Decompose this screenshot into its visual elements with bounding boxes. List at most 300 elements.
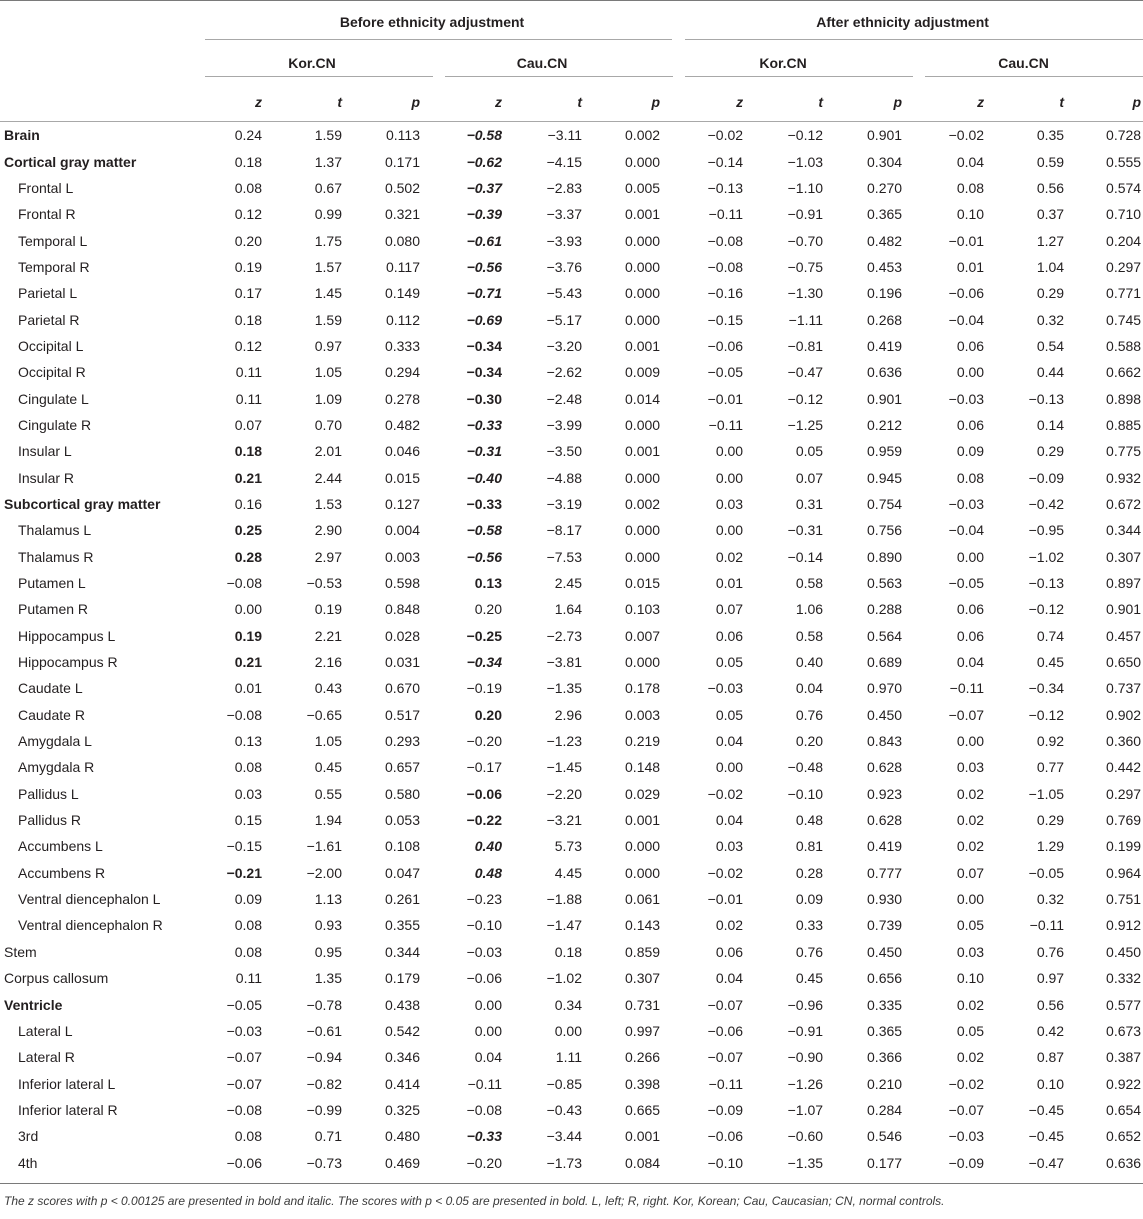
table-cell: 1.06 <box>795 601 824 618</box>
table-cell: −0.40 <box>466 469 502 486</box>
table-cell: 0.25 <box>234 522 262 539</box>
table-cell: −0.56 <box>466 258 502 275</box>
table-cell: −0.11 <box>1029 917 1065 934</box>
table-cell: 2.16 <box>314 654 342 671</box>
row-label: Temporal L <box>18 232 88 249</box>
table-cell: 1.59 <box>314 127 342 144</box>
table-cell: 0.997 <box>625 1022 661 1039</box>
table-cell: 0.45 <box>795 970 824 987</box>
table-cell: 0.442 <box>1106 759 1142 776</box>
table-cell: 0.580 <box>384 785 420 802</box>
table-cell: 0.05 <box>956 1022 985 1039</box>
table-cell: −0.23 <box>466 891 502 908</box>
row-label: Occipital L <box>18 337 84 354</box>
row-label: Amygdala L <box>18 733 92 750</box>
table-cell: −0.65 <box>306 706 342 723</box>
table-cell: 0.084 <box>625 1154 661 1171</box>
table-cell: −0.05 <box>948 575 985 592</box>
table-cell: 0.04 <box>956 654 985 671</box>
table-cell: 0.20 <box>474 706 502 723</box>
table-cell: 0.67 <box>314 179 342 196</box>
table-cell: 0.71 <box>314 1128 342 1145</box>
table-cell: 0.44 <box>1036 364 1065 381</box>
table-cell: 0.001 <box>625 1128 661 1145</box>
table-cell: 0.13 <box>234 733 262 750</box>
table-cell: 0.563 <box>867 575 903 592</box>
table-cell: −0.30 <box>466 390 502 407</box>
row-label: Temporal R <box>18 258 90 275</box>
table-row <box>0 280 1143 306</box>
row-label: Hippocampus L <box>18 627 116 644</box>
table-cell: 0.20 <box>474 601 502 618</box>
table-cell: −0.02 <box>948 127 985 144</box>
table-cell: 0.00 <box>715 469 744 486</box>
table-cell: 0.05 <box>795 443 824 460</box>
table-cell: 0.288 <box>867 601 903 618</box>
table-cell: −0.95 <box>1028 522 1065 539</box>
table-cell: −1.10 <box>787 179 824 196</box>
table-cell: 0.469 <box>384 1154 420 1171</box>
table-row <box>0 860 1143 886</box>
table-cell: 0.178 <box>625 680 661 697</box>
table-cell: 0.029 <box>625 785 661 802</box>
table-cell: 0.18 <box>234 153 262 170</box>
table-cell: 0.270 <box>867 179 903 196</box>
table-cell: 0.76 <box>1036 943 1065 960</box>
table-cell: 0.901 <box>867 127 903 144</box>
table-row <box>0 623 1143 649</box>
table-cell: 0.06 <box>956 627 985 644</box>
row-label: Inferior lateral R <box>18 1101 118 1118</box>
table-cell: 0.000 <box>625 548 661 565</box>
table-cell: 0.58 <box>795 627 824 644</box>
table-cell: 0.32 <box>1036 311 1065 328</box>
table-row <box>0 1149 1143 1175</box>
table-cell: 0.628 <box>867 759 903 776</box>
table-cell: −0.42 <box>1028 495 1065 512</box>
table-cell: 0.42 <box>1036 1022 1065 1039</box>
table-row <box>0 359 1143 385</box>
stat-header-z: z <box>255 94 262 110</box>
table-cell: −0.06 <box>948 285 985 302</box>
table-cell: 0.542 <box>384 1022 420 1039</box>
table-cell: 0.06 <box>715 627 744 644</box>
table-row <box>0 833 1143 859</box>
table-cell: 0.127 <box>384 495 420 512</box>
table-cell: 0.06 <box>956 416 985 433</box>
table-cell: −0.91 <box>787 206 824 223</box>
table-cell: 0.859 <box>625 943 661 960</box>
table-cell: 1.27 <box>1036 232 1065 249</box>
table-cell: −1.45 <box>546 759 582 776</box>
table-cell: −1.23 <box>546 733 582 750</box>
subgroup-header: Cau.CN <box>516 55 568 71</box>
table-cell: −0.12 <box>787 390 824 407</box>
table-cell: −0.78 <box>306 996 342 1013</box>
table-cell: 0.360 <box>1106 733 1142 750</box>
table-cell: −0.62 <box>466 153 502 170</box>
table-cell: −0.04 <box>948 311 985 328</box>
table-cell: 0.333 <box>384 337 420 354</box>
table-cell: 0.48 <box>795 812 824 829</box>
table-cell: −0.03 <box>707 680 744 697</box>
table-cell: −0.06 <box>226 1154 262 1171</box>
table-cell: 0.70 <box>314 416 342 433</box>
table-cell: −0.09 <box>1028 469 1065 486</box>
table-cell: 0.031 <box>384 654 420 671</box>
row-label: Caudate R <box>18 706 85 723</box>
table-cell: 0.76 <box>795 706 824 723</box>
table-cell: 0.970 <box>867 680 903 697</box>
row-label: Pallidus R <box>18 812 82 829</box>
table-cell: 0.01 <box>234 680 262 697</box>
table-row <box>0 227 1143 253</box>
table-cell: 0.728 <box>1106 127 1142 144</box>
row-label: Inferior lateral L <box>18 1075 116 1092</box>
table-cell: −0.33 <box>466 1128 502 1145</box>
table-cell: 0.87 <box>1036 1049 1065 1066</box>
table-cell: 0.001 <box>625 337 661 354</box>
table-cell: 0.015 <box>384 469 420 486</box>
stat-header-z: z <box>736 94 744 110</box>
table-cell: 0.000 <box>625 654 661 671</box>
table-cell: −2.62 <box>546 364 582 381</box>
table-cell: 0.901 <box>867 390 903 407</box>
table-cell: 0.108 <box>384 838 420 855</box>
table-cell: 0.92 <box>1036 733 1065 750</box>
table-row <box>0 254 1143 280</box>
row-label: Putamen L <box>18 575 86 592</box>
table-cell: 0.199 <box>1106 838 1142 855</box>
table-cell: 0.07 <box>715 601 744 618</box>
table-cell: 0.756 <box>867 522 903 539</box>
table-cell: 0.307 <box>1106 548 1142 565</box>
table-cell: 0.482 <box>384 416 420 433</box>
row-label: Lateral R <box>18 1049 75 1066</box>
subgroup-header: Kor.CN <box>759 55 807 71</box>
table-cell: 0.438 <box>384 996 420 1013</box>
table-cell: −4.15 <box>546 153 582 170</box>
table-cell: −0.05 <box>707 364 744 381</box>
table-cell: −0.99 <box>306 1101 342 1118</box>
table-cell: 0.09 <box>956 443 985 460</box>
table-cell: 1.05 <box>314 733 342 750</box>
table-row <box>0 728 1143 754</box>
table-cell: 0.06 <box>956 601 985 618</box>
table-cell: 0.01 <box>956 258 985 275</box>
table-row <box>0 122 1143 148</box>
table-cell: 0.18 <box>554 943 582 960</box>
table-cell: 0.16 <box>234 495 262 512</box>
table-cell: 0.843 <box>867 733 903 750</box>
table-cell: 1.45 <box>314 285 342 302</box>
table-cell: −3.20 <box>546 337 582 354</box>
table-cell: 0.02 <box>715 548 744 565</box>
table-footnote: The z scores with p < 0.00125 are presented in bold and italic. The scores with p < 0.05 are presented in bold. L, left; R, right. Kor, Korean; Cau, Caucasian; CN, normal controls. <box>4 1194 945 1208</box>
table-cell: 0.898 <box>1106 390 1142 407</box>
table-cell: 0.325 <box>384 1101 420 1118</box>
table-cell: 0.11 <box>235 970 262 987</box>
table-cell: −0.02 <box>948 1075 985 1092</box>
table-cell: 0.29 <box>1036 812 1065 829</box>
table-cell: 0.662 <box>1106 364 1142 381</box>
table-cell: 4.45 <box>554 864 582 881</box>
table-cell: 0.95 <box>314 943 342 960</box>
table-row <box>0 517 1143 543</box>
table-cell: 0.07 <box>795 469 824 486</box>
table-cell: 0.02 <box>956 1049 985 1066</box>
table-cell: 0.81 <box>795 838 824 855</box>
table-cell: 0.046 <box>384 443 420 460</box>
table-cell: −0.22 <box>466 812 502 829</box>
table-cell: −0.61 <box>466 232 502 249</box>
table-cell: 0.18 <box>234 443 262 460</box>
table-cell: 0.266 <box>625 1049 661 1066</box>
row-label: Accumbens R <box>18 864 106 881</box>
table-cell: 0.673 <box>1106 1022 1142 1039</box>
stat-header-z: z <box>977 94 985 110</box>
table-cell: −0.04 <box>948 522 985 539</box>
table-cell: 0.923 <box>867 785 903 802</box>
table-cell: −2.20 <box>546 785 582 802</box>
table-cell: −0.43 <box>546 1101 582 1118</box>
table-cell: −0.06 <box>466 970 502 987</box>
table-cell: 0.02 <box>715 917 744 934</box>
table-cell: 0.149 <box>384 285 420 302</box>
table-cell: 0.17 <box>234 285 262 302</box>
table-cell: 0.365 <box>867 206 903 223</box>
table-row <box>0 438 1143 464</box>
table-cell: −0.11 <box>467 1075 502 1092</box>
table-cell: 0.28 <box>234 548 262 565</box>
table-cell: 0.97 <box>1036 970 1065 987</box>
table-cell: −3.50 <box>546 443 582 460</box>
table-cell: −0.07 <box>948 706 985 723</box>
table-cell: −0.06 <box>707 337 744 354</box>
table-cell: −0.02 <box>707 785 744 802</box>
table-cell: 0.897 <box>1106 575 1142 592</box>
table-row <box>0 754 1143 780</box>
row-label: Caudate L <box>18 680 83 697</box>
table-cell: 0.196 <box>867 285 903 302</box>
table-cell: 0.450 <box>1106 943 1142 960</box>
table-cell: 0.97 <box>314 337 342 354</box>
table-cell: −0.03 <box>466 943 502 960</box>
table-cell: −0.34 <box>1028 680 1065 697</box>
table-cell: 0.04 <box>795 680 824 697</box>
table-cell: 0.09 <box>234 891 262 908</box>
table-cell: 0.177 <box>867 1154 903 1171</box>
stat-header-row <box>0 82 1143 122</box>
table-cell: 0.00 <box>474 1022 502 1039</box>
table-cell: 0.366 <box>867 1049 903 1066</box>
table-cell: 0.000 <box>625 864 661 881</box>
group-rule-after <box>685 39 1143 40</box>
table-cell: 0.15 <box>234 812 262 829</box>
table-cell: 0.003 <box>384 548 420 565</box>
table-cell: −0.31 <box>466 443 502 460</box>
table-cell: −0.17 <box>466 759 502 776</box>
table-cell: 0.00 <box>956 548 985 565</box>
table-cell: 0.771 <box>1106 285 1142 302</box>
table-cell: −2.73 <box>546 627 582 644</box>
table-row <box>0 385 1143 411</box>
table-cell: −0.11 <box>708 416 744 433</box>
table-cell: 2.21 <box>314 627 342 644</box>
table-cell: 0.07 <box>234 416 262 433</box>
table-cell: −5.17 <box>546 311 582 328</box>
table-cell: 0.20 <box>234 232 262 249</box>
table-cell: 0.028 <box>384 627 420 644</box>
table-cell: −0.09 <box>948 1154 985 1171</box>
table-cell: −0.13 <box>1028 390 1065 407</box>
row-label: Ventral diencephalon R <box>18 917 163 934</box>
table-cell: −0.96 <box>787 996 824 1013</box>
table-cell: −0.06 <box>466 785 502 802</box>
table-cell: 0.112 <box>386 311 420 328</box>
table-cell: −8.17 <box>546 522 582 539</box>
table-cell: −0.13 <box>1028 575 1065 592</box>
table-cell: −1.02 <box>1028 548 1065 565</box>
table-cell: 0.56 <box>1036 179 1065 196</box>
table-row <box>0 1018 1143 1044</box>
table-cell: 1.37 <box>314 153 342 170</box>
row-label: Parietal R <box>18 311 80 328</box>
table-cell: 2.01 <box>314 443 342 460</box>
table-cell: 0.346 <box>384 1049 420 1066</box>
table-cell: −3.19 <box>546 495 582 512</box>
table-cell: −0.47 <box>787 364 824 381</box>
table-cell: 0.10 <box>1036 1075 1065 1092</box>
table-cell: 0.204 <box>1106 232 1142 249</box>
table-cell: −0.13 <box>707 179 744 196</box>
table-row <box>0 965 1143 991</box>
table-cell: 0.33 <box>795 917 824 934</box>
table-cell: −1.88 <box>546 891 582 908</box>
table-cell: 0.751 <box>1106 891 1142 908</box>
table-cell: 0.219 <box>625 733 661 750</box>
table-cell: 0.00 <box>474 996 502 1013</box>
table-cell: −0.09 <box>707 1101 744 1118</box>
row-label: Pallidus L <box>18 785 79 802</box>
table-cell: −1.11 <box>788 311 824 328</box>
table-row <box>0 201 1143 227</box>
row-label: Ventral diencephalon L <box>18 891 161 908</box>
table-cell: −5.43 <box>546 285 582 302</box>
table-cell: −0.11 <box>949 680 985 697</box>
table-cell: 0.58 <box>795 575 824 592</box>
table-cell: 0.08 <box>234 1128 262 1145</box>
table-cell: 0.628 <box>867 812 903 829</box>
table-cell: 0.03 <box>234 785 262 802</box>
table-cell: −0.11 <box>708 1075 744 1092</box>
table-cell: 0.261 <box>384 891 420 908</box>
table-cell: 0.912 <box>1106 917 1142 934</box>
table-cell: 0.55 <box>314 785 342 802</box>
table-cell: 0.450 <box>867 943 903 960</box>
group-header-before: Before ethnicity adjustment <box>339 14 525 30</box>
table-cell: 1.53 <box>314 495 342 512</box>
table-cell: −0.71 <box>466 285 502 302</box>
table-cell: 0.365 <box>867 1022 903 1039</box>
table-cell: 0.10 <box>956 970 985 987</box>
table-cell: −0.60 <box>787 1128 824 1145</box>
table-cell: −0.34 <box>466 364 502 381</box>
table-cell: 5.73 <box>554 838 582 855</box>
table-cell: −0.48 <box>787 759 824 776</box>
table-cell: 0.20 <box>795 733 824 750</box>
row-label: Amygdala R <box>18 759 95 776</box>
table-cell: 0.297 <box>1106 785 1142 802</box>
table-cell: −0.70 <box>787 232 824 249</box>
table-cell: −0.75 <box>787 258 824 275</box>
table-cell: 0.13 <box>474 575 502 592</box>
table-cell: −0.37 <box>466 179 502 196</box>
table-cell: 0.28 <box>795 864 824 881</box>
table-cell: 0.40 <box>795 654 824 671</box>
table-cell: 0.945 <box>867 469 903 486</box>
table-cell: −0.39 <box>466 206 502 223</box>
table-row <box>0 148 1143 174</box>
table-cell: 0.689 <box>867 654 903 671</box>
table-cell: −0.08 <box>226 706 262 723</box>
table-row <box>0 333 1143 359</box>
table-cell: −0.07 <box>226 1049 262 1066</box>
table-cell: 0.00 <box>715 759 744 776</box>
table-cell: −0.61 <box>306 1022 342 1039</box>
subgroup-header: Kor.CN <box>288 55 336 71</box>
row-label: Corpus callosum <box>4 970 109 987</box>
table-cell: 0.754 <box>867 495 903 512</box>
row-label: 4th <box>18 1154 38 1171</box>
table-cell: −0.02 <box>707 864 744 881</box>
stat-header-p: p <box>411 94 420 110</box>
table-cell: 0.03 <box>956 943 985 960</box>
table-cell: −0.12 <box>787 127 824 144</box>
stat-header-z: z <box>495 94 502 110</box>
table-cell: 0.775 <box>1106 443 1142 460</box>
table-cell: 0.000 <box>625 258 661 275</box>
table-row <box>0 1044 1143 1070</box>
table-cell: 0.517 <box>384 706 420 723</box>
stat-header-t: t <box>1059 94 1065 110</box>
table-cell: 1.64 <box>554 601 582 618</box>
table-cell: −0.01 <box>707 390 744 407</box>
table-cell: −0.81 <box>787 337 824 354</box>
row-label: Lateral L <box>18 1022 73 1039</box>
table-cell: −0.02 <box>707 127 744 144</box>
table-cell: −0.07 <box>707 1049 744 1066</box>
row-label: Ventricle <box>4 996 63 1013</box>
table-cell: 0.293 <box>384 733 420 750</box>
bottom-rule <box>0 1183 1143 1184</box>
row-label: Hippocampus R <box>18 654 118 671</box>
table-cell: 0.212 <box>867 416 903 433</box>
table-cell: 0.304 <box>867 153 903 170</box>
table-cell: −0.03 <box>226 1022 262 1039</box>
table-cell: 0.480 <box>384 1128 420 1145</box>
table-cell: 0.398 <box>625 1075 661 1092</box>
stat-header-t: t <box>577 94 582 110</box>
table-cell: 0.12 <box>234 206 262 223</box>
table-cell: 0.885 <box>1106 416 1142 433</box>
table-cell: −0.58 <box>466 522 502 539</box>
table-cell: −3.37 <box>546 206 582 223</box>
table-cell: 0.307 <box>625 970 661 987</box>
table-cell: 0.001 <box>625 206 661 223</box>
table-cell: −1.30 <box>787 285 824 302</box>
table-row <box>0 175 1143 201</box>
